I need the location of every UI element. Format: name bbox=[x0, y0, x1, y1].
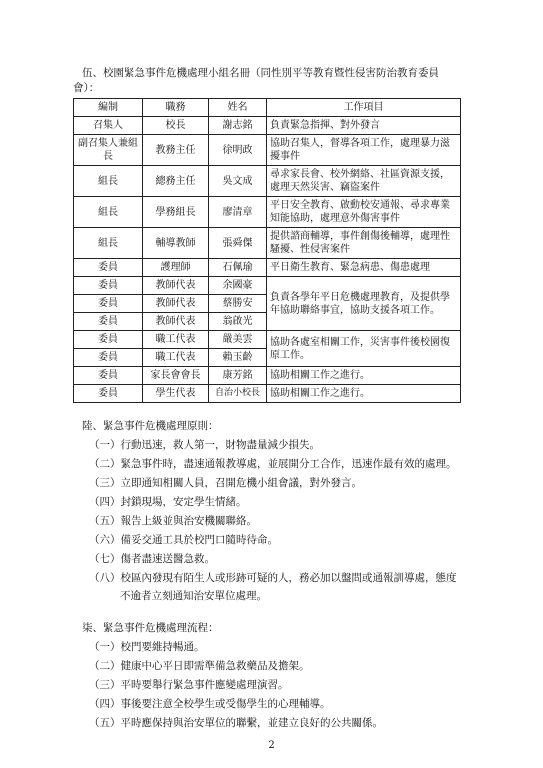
table-row bbox=[74, 331, 461, 349]
section5-title-line2: 會）： bbox=[73, 82, 100, 94]
position-cell: 護理師 bbox=[143, 259, 209, 277]
position-cell: 學生代表 bbox=[143, 385, 209, 403]
name-cell: 徐明政 bbox=[209, 135, 267, 166]
name-cell: 廖清章 bbox=[209, 197, 267, 228]
role-cell: 委員 bbox=[74, 385, 143, 403]
section6-title: 陸、緊急事件危機處理原則： bbox=[82, 420, 219, 432]
list-item: （二）健康中心平日即需準備急救藥品及擔架。 bbox=[89, 660, 310, 672]
name-cell: 張舜傑 bbox=[209, 228, 267, 259]
name-cell: 自治小校長 bbox=[209, 385, 267, 403]
position-cell: 總務主任 bbox=[143, 166, 209, 197]
list-item: （一）行動迅速，救人第一，財物盡量減少損失。 bbox=[89, 439, 320, 451]
table-row bbox=[74, 197, 461, 228]
name-cell: 余國豪 bbox=[209, 277, 267, 295]
position-cell: 教務主任 bbox=[143, 135, 209, 166]
list-item: （四）封鎖現場，安定學生情緒。 bbox=[89, 496, 247, 508]
section7-title: 柒、緊急事件危機處理流程： bbox=[82, 622, 219, 634]
role-cell: 組長 bbox=[74, 166, 143, 197]
list-item: （五）報告上級並與治安機關聯絡。 bbox=[89, 515, 257, 527]
role-cell: 組長 bbox=[74, 197, 143, 228]
table-row bbox=[74, 117, 461, 135]
position-cell: 輔導教師 bbox=[143, 228, 209, 259]
crisis-team-roster-table bbox=[73, 98, 461, 403]
role-cell: 召集人 bbox=[74, 117, 143, 135]
duty-cell: 平日衛生教育、緊急病患、傷患處理 bbox=[267, 259, 461, 277]
name-cell: 賴玉齡 bbox=[209, 349, 267, 367]
position-cell: 家長會會長 bbox=[143, 367, 209, 385]
position-cell: 教師代表 bbox=[143, 313, 209, 331]
role-cell: 委員 bbox=[74, 313, 143, 331]
name-cell: 吳文成 bbox=[209, 166, 267, 197]
duty-cell: 平日安全教育、啟動校安通報、尋求專業知能協助，處理意外傷害事件 bbox=[267, 197, 461, 228]
position-cell: 教師代表 bbox=[143, 295, 209, 313]
role-cell: 委員 bbox=[74, 277, 143, 295]
list-item: （七）傷者盡速送醫急救。 bbox=[89, 553, 215, 565]
table-row bbox=[74, 166, 461, 197]
table-row bbox=[74, 228, 461, 259]
position-cell: 校長 bbox=[143, 117, 209, 135]
table-row bbox=[74, 367, 461, 385]
role-cell: 委員 bbox=[74, 259, 143, 277]
duty-cell: 尋求家長會、校外網絡、社區資源支援，處理天然災害、竊盜案件 bbox=[267, 166, 461, 197]
role-cell: 委員 bbox=[74, 349, 143, 367]
table-row bbox=[74, 277, 461, 295]
duty-cell: 負責各學年平日危機處理教育，及提供學年協助聯絡事宜，協助支援各項工作。 bbox=[267, 277, 461, 331]
duty-cell: 協助相關工作之進行。 bbox=[267, 385, 461, 403]
name-cell: 嚴美雲 bbox=[209, 331, 267, 349]
role-cell: 副召集人兼組長 bbox=[74, 135, 143, 166]
list-item: （二）緊急事件時，盡速通報教導處，並展開分工合作，迅速作最有效的處理。 bbox=[89, 458, 457, 470]
position-cell: 職工代表 bbox=[143, 331, 209, 349]
position-cell: 教師代表 bbox=[143, 277, 209, 295]
name-cell: 石佩瑜 bbox=[209, 259, 267, 277]
duty-cell: 協助相關工作之進行。 bbox=[267, 367, 461, 385]
duty-cell: 提供諮商輔導，事件創傷後輔導，處理性騷擾、性侵害案件 bbox=[267, 228, 461, 259]
duty-cell: 協助各處室相關工作，災害事件後校園復原工作。 bbox=[267, 331, 461, 367]
header-duty: 工作項目 bbox=[267, 99, 461, 117]
list-item: （三）立即通知相關人員，召開危機小組會議，對外發言。 bbox=[89, 477, 362, 489]
name-cell: 康芳銘 bbox=[209, 367, 267, 385]
duty-cell: 協助召集人，督導各項工作，處理暴力滋擾事件 bbox=[267, 135, 461, 166]
list-item: （五）平時應保持與治安單位的聯繫，並建立良好的公共關係。 bbox=[89, 717, 383, 729]
page-number: 2 bbox=[268, 740, 275, 751]
list-item: （一）校門要維持暢通。 bbox=[89, 641, 205, 653]
name-cell: 謝志銘 bbox=[209, 117, 267, 135]
list-item: （四）事後要注意全校學生或受傷學生的心理輔導。 bbox=[89, 698, 331, 710]
list-item: （八）校區內發現有陌生人或形跡可疑的人，務必加以盤問或通報訓導處，態度 bbox=[89, 572, 457, 584]
name-cell: 蔡勝安 bbox=[209, 295, 267, 313]
role-cell: 委員 bbox=[74, 367, 143, 385]
table-row bbox=[74, 259, 461, 277]
header-position: 職務 bbox=[143, 99, 209, 117]
table-row bbox=[74, 385, 461, 403]
table-row bbox=[74, 135, 461, 166]
section5-title-line1: 伍、校園緊急事件危機處理小組名冊（同性別平等教育暨性侵害防治教育委員 bbox=[82, 67, 439, 79]
role-cell: 委員 bbox=[74, 295, 143, 313]
list-item-continuation: 不逾者立刻通知治安單位處理。 bbox=[120, 590, 267, 602]
header-role: 編制 bbox=[74, 99, 143, 117]
name-cell: 翁啟光 bbox=[209, 313, 267, 331]
table-header-row bbox=[74, 99, 461, 117]
role-cell: 委員 bbox=[74, 331, 143, 349]
list-item: （三）平時要舉行緊急事件應變處理演習。 bbox=[89, 679, 289, 691]
position-cell: 職工代表 bbox=[143, 349, 209, 367]
role-cell: 組長 bbox=[74, 228, 143, 259]
header-name: 姓名 bbox=[209, 99, 267, 117]
position-cell: 學務組長 bbox=[143, 197, 209, 228]
list-item: （六）備妥交通工具於校門口隨時待命。 bbox=[89, 534, 278, 546]
duty-cell: 負責緊急指揮、對外發言 bbox=[267, 117, 461, 135]
